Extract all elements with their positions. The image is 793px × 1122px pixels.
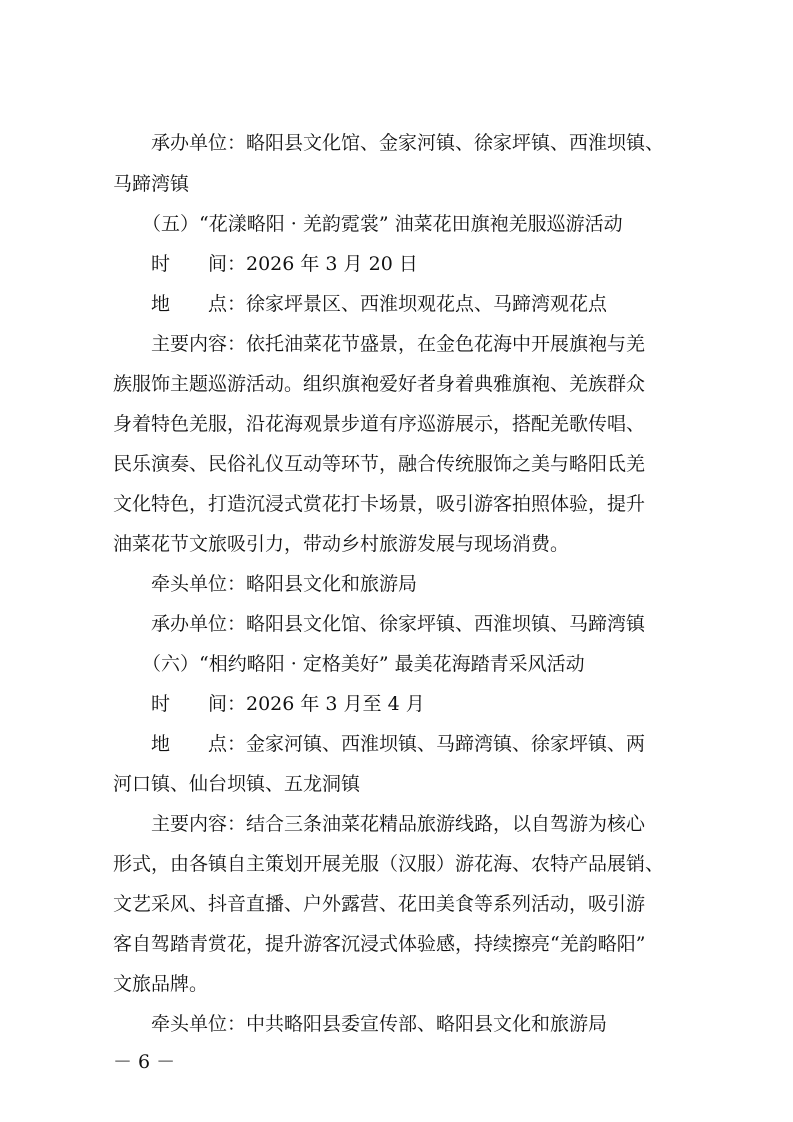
text-line: 承办单位：略阳县文化馆、徐家坪镇、西淮坝镇、马蹄湾镇 [151,613,646,635]
section-heading: （六）“相约略阳 · 定格美好” 最美花海踏青采风活动 [142,653,585,675]
text-line: 油菜花节文旅吸引力，带动乡村旅游发展与现场消费。 [113,533,570,555]
text-line: 牵头单位：中共略阳县委宣传部、略阳县文化和旅游局 [151,1013,608,1035]
text-line: 族服饰主题巡游活动。组织旗袍爱好者身着典雅旗袍、羌族群众 [113,373,646,395]
text-line: 民乐演奏、民俗礼仪互动等环节，融合传统服饰之美与略阳氐羌 [113,453,646,475]
section-heading: （五）“花漾略阳 · 羌韵霓裳” 油菜花田旗袍羌服巡游活动 [142,213,623,235]
text-line: 时 间：2026 年 3 月至 4 月 [151,693,425,715]
text-line: 身着特色羌服，沿花海观景步道有序巡游展示，搭配羌歌传唱、 [113,413,646,435]
text-line: 地 点：金家河镇、西淮坝镇、马蹄湾镇、徐家坪镇、两 [151,733,646,755]
text-line: 文艺采风、抖音直播、户外露营、花田美食等系列活动，吸引游 [113,893,646,915]
text-line: 地 点：徐家坪景区、西淮坝观花点、马蹄湾观花点 [151,293,608,315]
text-line: 客自驾踏青赏花，提升游客沉浸式体验感，持续擦亮“羌韵略阳” [113,933,646,955]
text-line: 牵头单位：略阳县文化和旅游局 [151,573,418,595]
text-line: 文旅品牌。 [113,973,209,995]
text-line: 主要内容：依托油菜花节盛景，在金色花海中开展旗袍与羌 [151,333,646,355]
text-line: 文化特色，打造沉浸式赏花打卡场景，吸引游客拍照体验，提升 [113,493,646,515]
text-line: 时 间：2026 年 3 月 20 日 [151,253,418,275]
text-line: 马蹄湾镇 [113,173,190,195]
text-line: 形式，由各镇自主策划开展羌服（汉服）游花海、农特产品展销、 [113,853,665,875]
page-number: － 6 － [113,1051,176,1073]
text-line: 河口镇、仙台坝镇、五龙洞镇 [113,773,361,795]
text-line: 主要内容：结合三条油菜花精品旅游线路，以自驾游为核心 [151,813,646,835]
text-line: 承办单位：略阳县文化馆、金家河镇、徐家坪镇、西淮坝镇、 [151,132,665,154]
